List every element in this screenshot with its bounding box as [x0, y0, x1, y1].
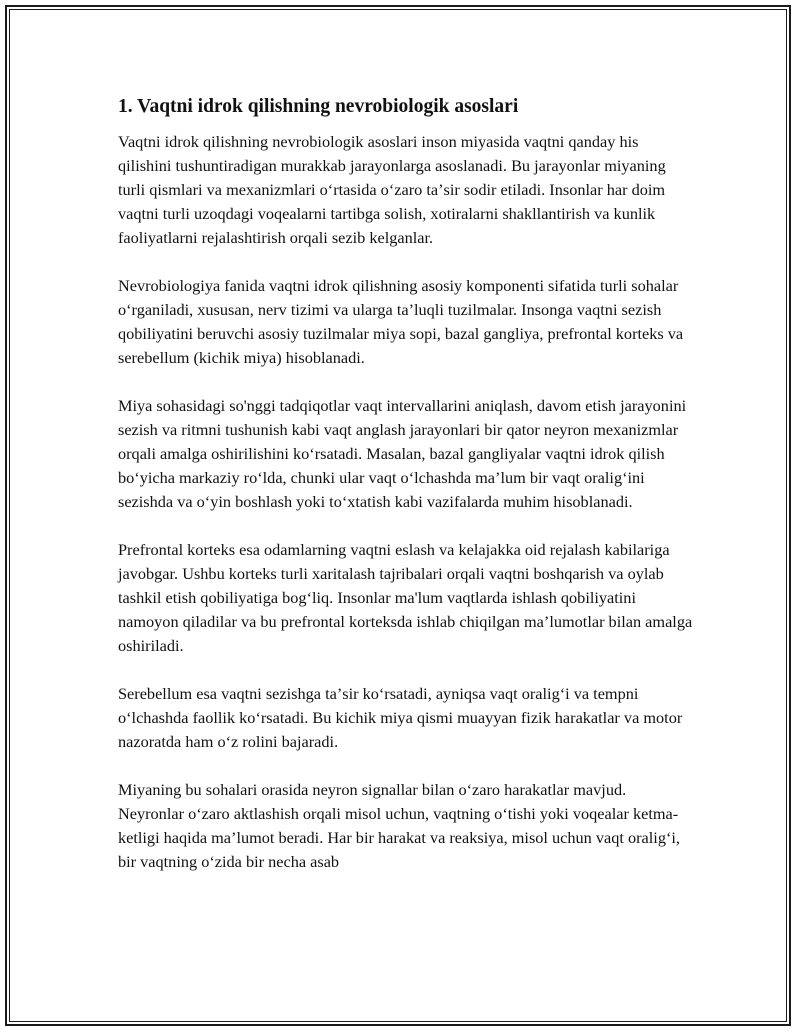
- paragraph-6: Miyaning bu sohalari orasida neyron signallar bilan oʻzaro harakatlar mavjud. Neyronlar oʻzaro aktlashish orqali misol uchun, vaqtning oʻtishi yoki voqealar ketma-ketligi haqida maʼlumot beradi. Har bir harakat va reaksiya, misol uchun vaqt oraligʻi, bir vaqtning oʻzida bir necha asab: [118, 780, 680, 871]
- paragraph-5: Serebellum esa vaqtni sezishga taʼsir koʻrsatadi, ayniqsa vaqt oraligʻi va tempni oʻlchashda faollik koʻrsatadi. Bu kichik miya qismi muayyan fizik harakatlar va motor nazoratda ham oʻz rolini bajaradi.: [118, 684, 683, 751]
- paragraph-2: Nevrobiologiya fanida vaqtni idrok qilishning asosiy komponenti sifatida turli sohalar oʻrganiladi, xususan, nerv tizimi va ularga taʼluqli tuzilmalar. Insonga vaqtni sezish qobiliyatini beruvchi asosiy tuzilmalar miya sopi, bazal gangliya, prefrontal korteks va serebellum (kichik miya) hisoblanadi.: [118, 276, 684, 367]
- paragraph-4: Prefrontal korteks esa odamlarning vaqtni eslash va kelajakka oid rejalash kabilariga javobgar. Ushbu korteks turli xaritalash tajribalari orqali vaqtni boshqarish va oylab tashkil etish qobiliyatiga bogʻliq. Insonlar ma'lum vaqtlarda ishlash qobiliyatini namoyon qiladilar va bu prefrontal korteksda ishlab chiqilgan maʼlumotlar bilan amalga oshiriladi.: [118, 540, 693, 655]
- paragraph-1: Vaqtni idrok qilishning nevrobiologik asoslari inson miyasida vaqtni qanday his qilishini tushuntiradigan murakkab jarayonlarga asoslanadi. Bu jarayonlar miyaning turli qismlari va mexanizmlari oʻrtasida oʻzaro taʼsir sodir etiladi. Insonlar har doim vaqtni turli uzoqdagi voqealarni tartibga solish, xotiralarni shakllantirish va kunlik faoliyatlarni rejalashtirish orqali sezib kelganlar.: [118, 132, 666, 247]
- section-heading: 1. Vaqtni idrok qilishning nevrobiologik asoslari: [118, 96, 519, 117]
- paragraph-3: Miya sohasidagi so'nggi tadqiqotlar vaqt intervallarini aniqlash, davom etish jarayonini sezish va ritmni tushunish kabi vaqt anglash jarayonlari bir qator neyron mexanizmlar orqali amalga oshirilishini koʻrsatadi. Masalan, bazal gangliyalar vaqtni idrok qilish boʻyicha markaziy roʻlda, chunki ular vaqt oʻlchashda maʼlum bir vaqt oraligʻini sezishda va oʻyin boshlash yoki toʻxtatish kabi vazifalarda muhim hisoblanadi.: [118, 396, 687, 511]
- document-body: [118, 92, 693, 898]
